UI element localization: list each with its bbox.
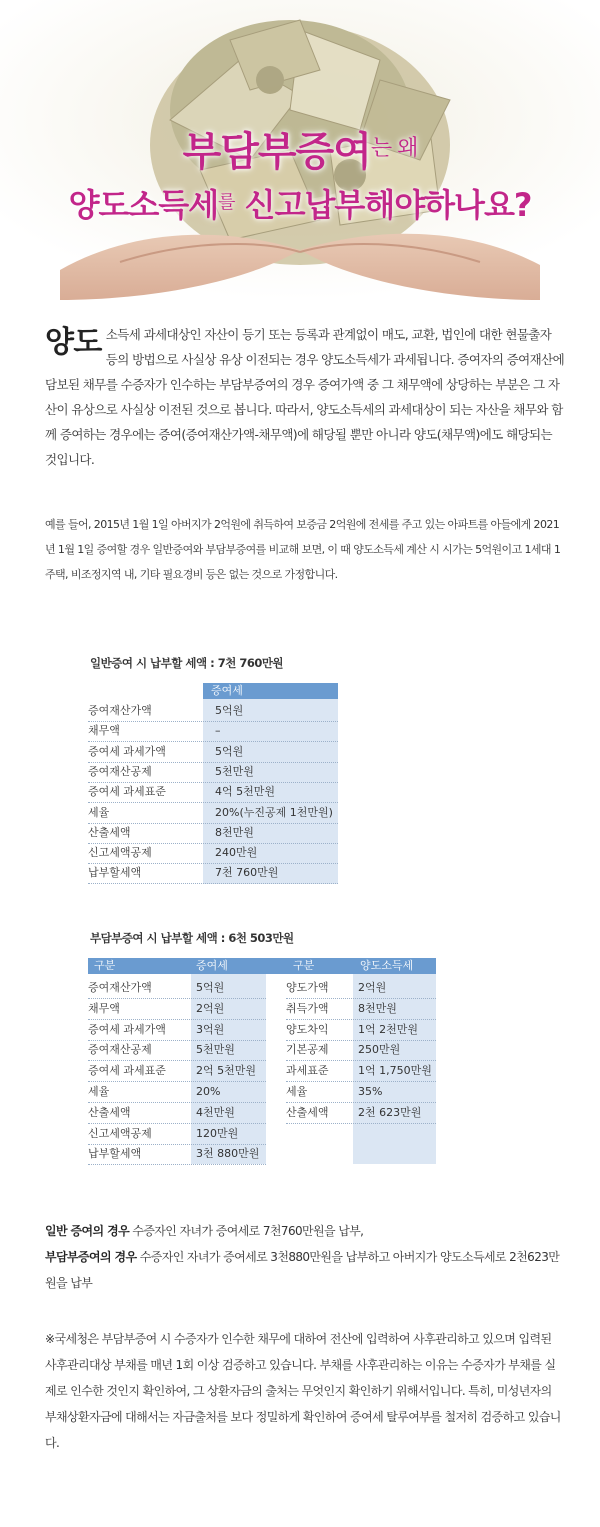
row-value: 8천만원 bbox=[215, 825, 254, 839]
table-row bbox=[286, 1040, 436, 1061]
hero-title-line2 bbox=[0, 180, 600, 226]
table-row bbox=[88, 742, 338, 763]
table-row bbox=[88, 782, 338, 803]
row-label: 증여재산공제 bbox=[88, 1043, 152, 1057]
intro-text: 소득세 과세대상인 자산이 등기 또는 등록과 관계없이 매도, 교환, 법인에 대한 현물출자 등의 방법으로 사실상 유상 이전되는 경우 양도소득세가 과세됩니다. 증여자의 증여재산에 담보된 채무를 수증자가 인수하는 부담부증여의 경우 증여가액 중 그 채무액에 상당하는 부분은 그 자산이 유상으로 사실상 이전된 것으로 봅니다. 따라서, 양도소득세의 과세대상이 되는 자산을 채무와 함께 증여하는 경우에는 증여(증여재산가액-채무액)에 해당될 뿐만 아니라 양도(채무액)에도 해당되는 것입니다. bbox=[45, 327, 565, 467]
summary-burdened-label: 부담부증여의 경우 bbox=[45, 1250, 137, 1264]
row-value: 1억 1,750만원 bbox=[358, 1064, 432, 1078]
table-row bbox=[88, 999, 266, 1020]
title-small: 를 bbox=[218, 192, 235, 213]
title-main: 부담부증여 bbox=[182, 129, 371, 175]
row-value: 240만원 bbox=[215, 846, 258, 860]
row-label: 기본공제 bbox=[286, 1043, 329, 1057]
table-row bbox=[88, 1040, 266, 1061]
row-value: 3천 880만원 bbox=[196, 1147, 260, 1161]
row-value: 4억 5천만원 bbox=[215, 785, 275, 799]
row-value: 5천만원 bbox=[196, 1043, 235, 1057]
summary-burdened-text: 수증자인 자녀가 증여세로 3천880만원을 납부하고 아버지가 양도소득세로 2천623만원을 납부 bbox=[45, 1250, 560, 1290]
table-row bbox=[88, 978, 266, 999]
table-row bbox=[88, 863, 338, 884]
row-value: 250만원 bbox=[358, 1043, 401, 1057]
row-label: 산출세액 bbox=[88, 1105, 131, 1119]
table-row bbox=[88, 1103, 266, 1124]
title-main: 양도소득세 bbox=[68, 186, 219, 224]
row-label: 증여세 과세가액 bbox=[88, 744, 166, 758]
table-row bbox=[88, 1082, 266, 1103]
row-label: 산출세액 bbox=[88, 825, 131, 839]
row-value: – bbox=[215, 724, 221, 738]
summary-general-label: 일반 증여의 경우 bbox=[45, 1224, 130, 1238]
row-value: 35% bbox=[358, 1085, 383, 1098]
table-row bbox=[286, 999, 436, 1020]
row-value: 2천 623만원 bbox=[358, 1105, 422, 1119]
title-small: 는 왜 bbox=[370, 136, 418, 161]
row-label: 취득가액 bbox=[286, 1001, 329, 1015]
header-right-label: 구분 bbox=[293, 959, 315, 972]
row-value: 7천 760만원 bbox=[215, 866, 279, 880]
summary-paragraph bbox=[45, 1218, 565, 1296]
row-value: 5억원 bbox=[196, 981, 225, 994]
row-label: 증여세 과세가액 bbox=[88, 1022, 166, 1036]
table-row bbox=[88, 1144, 266, 1165]
header-left-value: 증여세 bbox=[196, 959, 228, 972]
row-value: 20%(누진공제 1천만원) bbox=[215, 805, 333, 819]
table1-title: 일반증여 시 납부할 세액 : 7천 760만원 bbox=[90, 656, 284, 670]
row-value: 4천만원 bbox=[196, 1105, 235, 1119]
row-value: 1억 2천만원 bbox=[358, 1022, 418, 1036]
table1-header: 증여세 bbox=[203, 683, 338, 699]
row-label: 채무액 bbox=[88, 724, 120, 738]
row-label: 채무액 bbox=[88, 1001, 120, 1015]
row-label: 세율 bbox=[88, 805, 110, 819]
intro-paragraph bbox=[45, 322, 565, 472]
row-value: 20% bbox=[196, 1085, 221, 1098]
row-label: 납부할세액 bbox=[88, 1147, 142, 1161]
header-left-label: 구분 bbox=[94, 959, 116, 972]
row-label: 증여재산가액 bbox=[88, 981, 152, 994]
row-label: 세율 bbox=[88, 1085, 110, 1098]
row-value: 5억원 bbox=[215, 704, 244, 717]
summary-general-text: 수증자인 자녀가 증여세로 7천760만원을 납부, bbox=[129, 1224, 364, 1238]
table-row bbox=[88, 803, 338, 824]
row-value: 120만원 bbox=[196, 1126, 239, 1140]
table-row bbox=[88, 1124, 266, 1145]
table-row bbox=[88, 823, 338, 844]
table-row bbox=[88, 721, 338, 742]
table-row bbox=[286, 1082, 436, 1103]
row-label: 증여재산공제 bbox=[88, 764, 152, 778]
title-main: 신고납부해야하나요? bbox=[234, 186, 532, 224]
row-value: 8천만원 bbox=[358, 1001, 397, 1015]
table-row bbox=[88, 1061, 266, 1082]
row-label: 과세표준 bbox=[286, 1064, 329, 1078]
table-row bbox=[88, 1020, 266, 1041]
row-label: 증여세 과세표준 bbox=[88, 1064, 166, 1078]
row-value: 2억 5천만원 bbox=[196, 1064, 256, 1078]
table-row bbox=[286, 1061, 436, 1082]
row-label: 양도가액 bbox=[286, 981, 329, 994]
table-row bbox=[88, 701, 338, 722]
row-value: 5억원 bbox=[215, 744, 244, 758]
row-label: 양도차익 bbox=[286, 1022, 329, 1036]
table-row bbox=[286, 1020, 436, 1041]
row-label: 세율 bbox=[286, 1085, 308, 1098]
hero-banner bbox=[0, 0, 600, 300]
row-label: 신고세액공제 bbox=[88, 1126, 152, 1140]
row-value: 2억원 bbox=[358, 981, 387, 994]
row-value: 5천만원 bbox=[215, 764, 254, 778]
header-right-value: 양도소득세 bbox=[360, 959, 414, 972]
row-label: 증여세 과세표준 bbox=[88, 785, 166, 799]
row-label: 납부할세액 bbox=[88, 866, 142, 880]
row-value: 2억원 bbox=[196, 1001, 225, 1015]
row-label: 산출세액 bbox=[286, 1105, 329, 1119]
row-label: 신고세액공제 bbox=[88, 846, 152, 860]
dropcap: 양도 bbox=[45, 325, 102, 360]
row-label: 증여재산가액 bbox=[88, 704, 152, 717]
table-row bbox=[88, 843, 338, 864]
table-row bbox=[286, 1103, 436, 1124]
nts-note-paragraph: ※국세청은 부담부증여 시 수증자가 인수한 채무에 대하여 전산에 입력하여 사후관리하고 있으며 입력된 사후관리대상 부채를 매년 1회 이상 검증하고 있습니다. 부채를 사후관리하는 이유는 수증자가 부채를 실제로 인수한 것인지 확인하여, 그 상환자금의 출처는 무엇인지 확인하기 위해서입니다. 특히, 미성년자의 부채상환자금에 대해서는 자금출처를 보다 정밀하게 확인하여 증여세 탈루여부를 철저히 검증하고 있습니다. bbox=[45, 1332, 561, 1450]
example-paragraph: 예를 들어, 2015년 1월 1일 아버지가 2억원에 취득하여 보증금 2억원에 전세를 주고 있는 아파트를 아들에게 2021년 1월 1일 증여할 경우 일반증여와 부담부증여를 비교해 보면, 이 때 양도소득세 계산 시 시가는 5억원이고 1세대 1주택, 비조정지역 내, 기타 필요경비 등은 없는 것으로 가정합니다. bbox=[45, 518, 561, 581]
table-row bbox=[88, 762, 338, 783]
table-row bbox=[286, 978, 436, 999]
hero-title-line1 bbox=[0, 120, 600, 177]
table2-title: 부담부증여 시 납부할 세액 : 6천 503만원 bbox=[90, 931, 294, 945]
row-value: 3억원 bbox=[196, 1022, 225, 1036]
